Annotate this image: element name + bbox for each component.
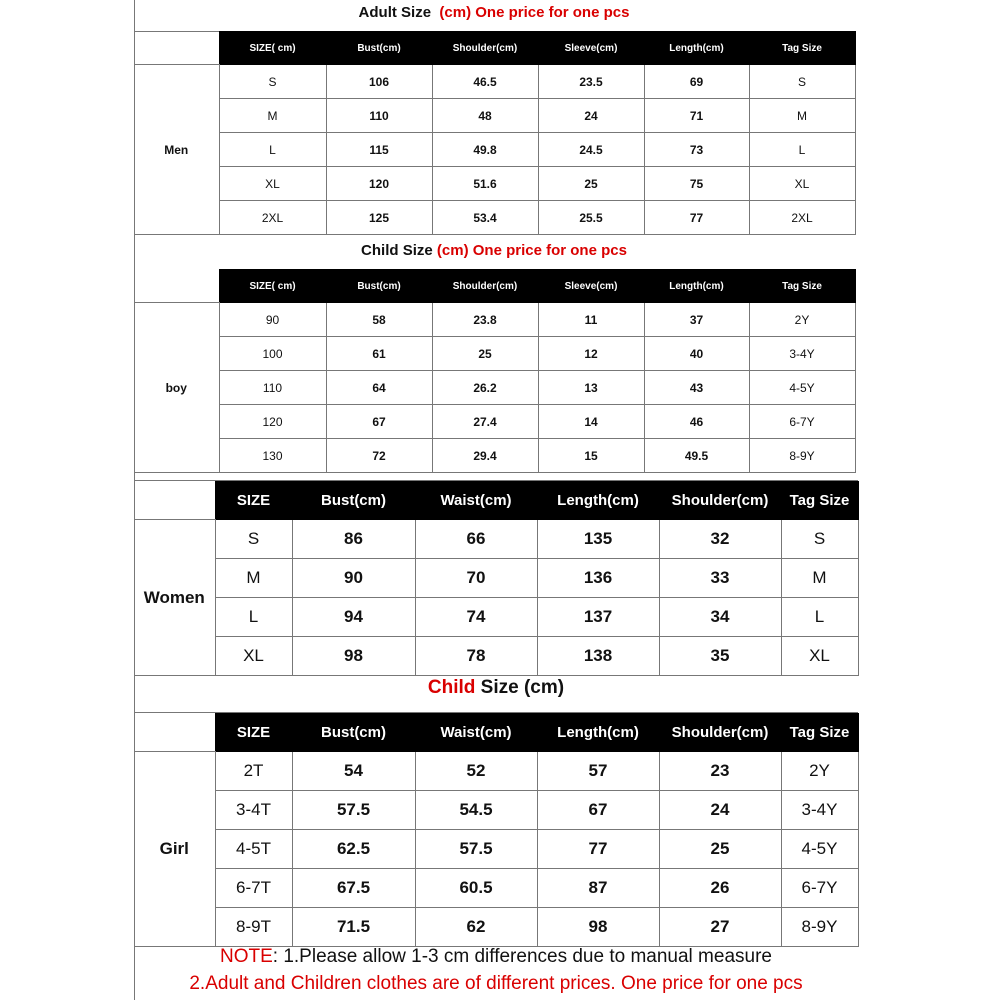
- value-cell: 23: [659, 752, 781, 791]
- size-cell: XL: [215, 637, 292, 676]
- note-line-2: 2.Adult and Children clothes are of different prices. One price for one pcs: [189, 973, 803, 994]
- boy-size-table: [134, 269, 856, 473]
- value-cell: 72: [326, 439, 432, 473]
- tag-cell: 2Y: [781, 752, 858, 791]
- girl-size-table: [134, 713, 859, 947]
- value-cell: 57: [537, 752, 659, 791]
- value-cell: 137: [537, 598, 659, 637]
- value-cell: 115: [326, 133, 432, 167]
- tag-cell: M: [781, 559, 858, 598]
- note-label: NOTE: [220, 946, 273, 967]
- child-size-title-main: Child Size: [361, 242, 433, 259]
- tag-cell: 8-9Y: [749, 439, 855, 473]
- size-cell: 8-9T: [215, 908, 292, 947]
- value-cell: 71.5: [292, 908, 415, 947]
- size-cell: 100: [219, 337, 326, 371]
- value-cell: 24.5: [538, 133, 644, 167]
- value-cell: 15: [538, 439, 644, 473]
- value-cell: 40: [644, 337, 749, 371]
- child-size-title: [134, 242, 854, 259]
- value-cell: 125: [326, 201, 432, 235]
- tag-cell: 2XL: [749, 201, 855, 235]
- value-cell: 86: [292, 520, 415, 559]
- value-cell: 57.5: [415, 830, 537, 869]
- value-cell: 35: [659, 637, 781, 676]
- child-size-title-red: (cm) One price for one pcs: [436, 242, 627, 259]
- size-cell: 120: [219, 405, 326, 439]
- group-label-boy: boy: [134, 303, 219, 473]
- size-cell: L: [215, 598, 292, 637]
- value-cell: 24: [538, 99, 644, 133]
- table-row: [134, 99, 855, 133]
- value-cell: 73: [644, 133, 749, 167]
- group-label-men: Men: [134, 65, 219, 235]
- tag-cell: XL: [749, 167, 855, 201]
- value-cell: 98: [292, 637, 415, 676]
- value-cell: 46: [644, 405, 749, 439]
- value-cell: 14: [538, 405, 644, 439]
- table-row: [134, 520, 858, 559]
- column-header: Shoulder(cm): [659, 714, 781, 752]
- value-cell: 23.5: [538, 65, 644, 99]
- value-cell: 69: [644, 65, 749, 99]
- boy-header-row: [134, 270, 855, 303]
- value-cell: 11: [538, 303, 644, 337]
- column-header: Tag Size: [781, 714, 858, 752]
- value-cell: 24: [659, 791, 781, 830]
- tag-cell: M: [749, 99, 855, 133]
- table-row: [134, 167, 855, 201]
- column-header: Waist(cm): [415, 482, 537, 520]
- value-cell: 13: [538, 371, 644, 405]
- value-cell: 29.4: [432, 439, 538, 473]
- value-cell: 71: [644, 99, 749, 133]
- value-cell: 25.5: [538, 201, 644, 235]
- value-cell: 57.5: [292, 791, 415, 830]
- value-cell: 26.2: [432, 371, 538, 405]
- men-header-row: [134, 32, 855, 65]
- tag-cell: L: [781, 598, 858, 637]
- column-header: Waist(cm): [415, 714, 537, 752]
- column-header: Tag Size: [749, 32, 855, 65]
- value-cell: 52: [415, 752, 537, 791]
- table-row: [134, 371, 855, 405]
- blank-cell: [134, 482, 215, 520]
- size-cell: L: [219, 133, 326, 167]
- value-cell: 94: [292, 598, 415, 637]
- table-row: [134, 405, 855, 439]
- value-cell: 48: [432, 99, 538, 133]
- value-cell: 120: [326, 167, 432, 201]
- value-cell: 23.8: [432, 303, 538, 337]
- size-cell: 6-7T: [215, 869, 292, 908]
- blank-cell: [134, 270, 219, 303]
- value-cell: 46.5: [432, 65, 538, 99]
- value-cell: 78: [415, 637, 537, 676]
- size-cell: S: [219, 65, 326, 99]
- size-cell: M: [219, 99, 326, 133]
- table-row: [134, 303, 855, 337]
- value-cell: 110: [326, 99, 432, 133]
- tag-cell: S: [749, 65, 855, 99]
- tag-cell: 3-4Y: [781, 791, 858, 830]
- value-cell: 25: [538, 167, 644, 201]
- value-cell: 70: [415, 559, 537, 598]
- value-cell: 98: [537, 908, 659, 947]
- blank-cell: [134, 32, 219, 65]
- column-header: Bust(cm): [292, 714, 415, 752]
- value-cell: 136: [537, 559, 659, 598]
- value-cell: 53.4: [432, 201, 538, 235]
- column-header: Sleeve(cm): [538, 270, 644, 303]
- value-cell: 75: [644, 167, 749, 201]
- girl-header-row: [134, 714, 858, 752]
- column-header: Bust(cm): [292, 482, 415, 520]
- adult-size-title-main: Adult Size: [358, 4, 432, 21]
- table-row: [134, 598, 858, 637]
- value-cell: 51.6: [432, 167, 538, 201]
- value-cell: 64: [326, 371, 432, 405]
- column-header: Tag Size: [749, 270, 855, 303]
- size-cell: 90: [219, 303, 326, 337]
- column-header: Shoulder(cm): [659, 482, 781, 520]
- value-cell: 62: [415, 908, 537, 947]
- size-cell: 110: [219, 371, 326, 405]
- table-row: [134, 637, 858, 676]
- tag-cell: S: [781, 520, 858, 559]
- table-row: [134, 752, 858, 791]
- table-row: [134, 439, 855, 473]
- value-cell: 54.5: [415, 791, 537, 830]
- value-cell: 26: [659, 869, 781, 908]
- value-cell: 25: [432, 337, 538, 371]
- size-cell: 130: [219, 439, 326, 473]
- value-cell: 12: [538, 337, 644, 371]
- value-cell: 87: [537, 869, 659, 908]
- column-header: Shoulder(cm): [432, 32, 538, 65]
- value-cell: 25: [659, 830, 781, 869]
- column-header: Tag Size: [781, 482, 858, 520]
- column-header: Bust(cm): [326, 32, 432, 65]
- size-cell: XL: [219, 167, 326, 201]
- column-header: Shoulder(cm): [432, 270, 538, 303]
- value-cell: 135: [537, 520, 659, 559]
- column-header: SIZE: [215, 482, 292, 520]
- note-line-1-text: : 1.Please allow 1-3 cm differences due to manual measure: [272, 946, 772, 967]
- adult-size-title: [134, 4, 854, 21]
- value-cell: 90: [292, 559, 415, 598]
- value-cell: 138: [537, 637, 659, 676]
- note-line-1: [134, 946, 858, 968]
- size-cell: 2XL: [219, 201, 326, 235]
- size-cell: M: [215, 559, 292, 598]
- size-cell: S: [215, 520, 292, 559]
- tag-cell: 6-7Y: [749, 405, 855, 439]
- table-row: [134, 559, 858, 598]
- value-cell: 37: [644, 303, 749, 337]
- value-cell: 27.4: [432, 405, 538, 439]
- value-cell: 49.8: [432, 133, 538, 167]
- column-header: SIZE( cm): [219, 32, 326, 65]
- tag-cell: 3-4Y: [749, 337, 855, 371]
- value-cell: 67.5: [292, 869, 415, 908]
- value-cell: 67: [537, 791, 659, 830]
- tag-cell: XL: [781, 637, 858, 676]
- table-row: [134, 65, 855, 99]
- column-header: Length(cm): [537, 482, 659, 520]
- column-header: SIZE( cm): [219, 270, 326, 303]
- women-size-table: [134, 481, 859, 676]
- value-cell: 33: [659, 559, 781, 598]
- value-cell: 54: [292, 752, 415, 791]
- tag-cell: 2Y: [749, 303, 855, 337]
- column-header: SIZE: [215, 714, 292, 752]
- column-header: Bust(cm): [326, 270, 432, 303]
- value-cell: 32: [659, 520, 781, 559]
- men-size-table: [134, 31, 856, 235]
- value-cell: 27: [659, 908, 781, 947]
- value-cell: 58: [326, 303, 432, 337]
- tag-cell: L: [749, 133, 855, 167]
- tag-cell: 8-9Y: [781, 908, 858, 947]
- value-cell: 49.5: [644, 439, 749, 473]
- value-cell: 34: [659, 598, 781, 637]
- group-label-women: Women: [134, 520, 215, 676]
- column-header: Length(cm): [644, 270, 749, 303]
- table-row: [134, 337, 855, 371]
- tag-cell: 6-7Y: [781, 869, 858, 908]
- group-label-girl: Girl: [134, 752, 215, 947]
- table-row: [134, 791, 858, 830]
- column-header: Length(cm): [644, 32, 749, 65]
- table-row: [134, 201, 855, 235]
- size-cell: 3-4T: [215, 791, 292, 830]
- value-cell: 77: [537, 830, 659, 869]
- table-row: [134, 133, 855, 167]
- table-row: [134, 830, 858, 869]
- value-cell: 77: [644, 201, 749, 235]
- value-cell: 43: [644, 371, 749, 405]
- column-header: Sleeve(cm): [538, 32, 644, 65]
- value-cell: 66: [415, 520, 537, 559]
- child-size-title-2-main: Size (cm): [480, 677, 565, 698]
- women-header-row: [134, 482, 858, 520]
- size-cell: 2T: [215, 752, 292, 791]
- child-size-title-2: [134, 677, 858, 699]
- value-cell: 60.5: [415, 869, 537, 908]
- child-size-title-2-red: Child: [427, 677, 476, 698]
- column-header: Length(cm): [537, 714, 659, 752]
- blank-cell: [134, 714, 215, 752]
- value-cell: 74: [415, 598, 537, 637]
- value-cell: 106: [326, 65, 432, 99]
- tag-cell: 4-5Y: [749, 371, 855, 405]
- adult-size-title-red: (cm) One price for one pcs: [439, 4, 630, 21]
- value-cell: 62.5: [292, 830, 415, 869]
- value-cell: 67: [326, 405, 432, 439]
- table-row: [134, 908, 858, 947]
- value-cell: 61: [326, 337, 432, 371]
- table-row: [134, 869, 858, 908]
- size-cell: 4-5T: [215, 830, 292, 869]
- tag-cell: 4-5Y: [781, 830, 858, 869]
